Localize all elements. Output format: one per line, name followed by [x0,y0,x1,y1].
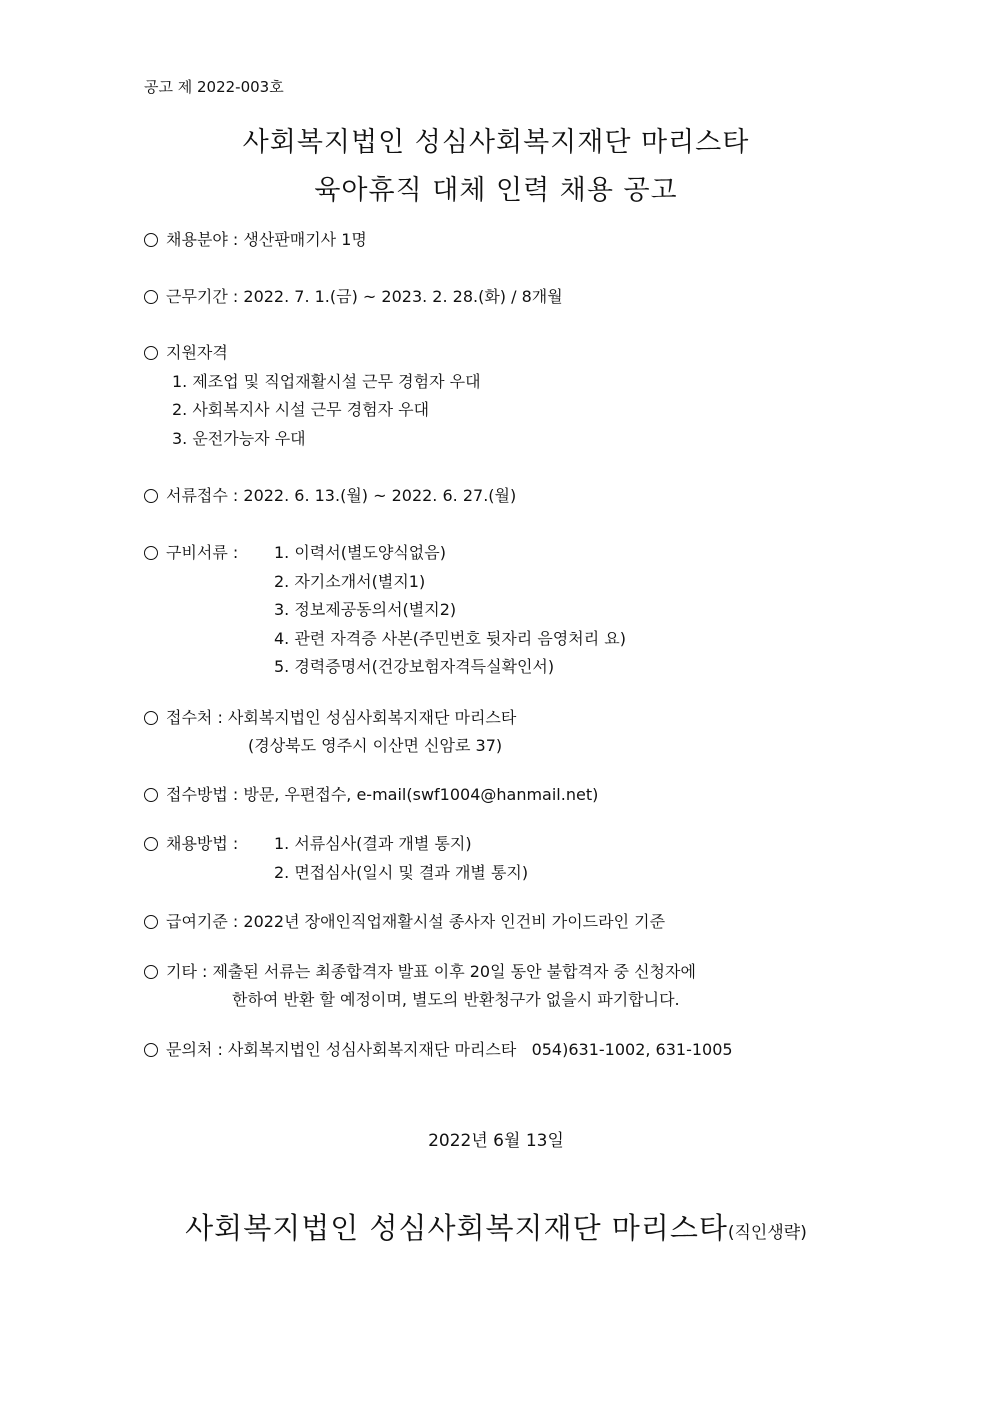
qualification-item: 3. 운전가능자 우대 [172,429,306,448]
method-row [144,782,598,805]
etc-row [144,959,696,982]
documents-label: 구비서류 : [166,543,239,562]
selection-item: 2. 면접심사(일시 및 결과 개별 통지) [274,863,529,882]
place-text: 접수처 : 사회복지법인 성심사회복지재단 마리스타 [166,708,517,727]
qualification-label: 지원자격 [166,343,228,362]
organization-name: 사회복지법인 성심사회복지재단 마리스타 [185,1211,728,1245]
documents-item: 2. 자기소개서(별지1) [274,572,426,591]
documents-item: 5. 경력증명서(건강보험자격득실확인서) [274,657,555,676]
selection-label: 채용방법 : [166,834,239,853]
circle-bullet-icon [144,788,158,802]
announcement-date: 2022년 6월 13일 [428,1131,564,1151]
circle-bullet-icon [144,965,158,979]
qualification-item: 2. 사회복지사 시설 근무 경험자 우대 [172,400,430,419]
documents-item: 4. 관련 자격증 사본(주민번호 뒷자리 음영처리 요) [274,629,626,648]
reception-period-row [144,483,516,506]
circle-bullet-icon [144,489,158,503]
circle-bullet-icon [144,915,158,929]
title-line-1: 사회복지법인 성심사회복지재단 마리스타 [242,127,750,158]
place-row [144,705,516,728]
field-row [144,227,367,250]
circle-bullet-icon [144,711,158,725]
circle-bullet-icon [144,1043,158,1057]
documents-item: 1. 이력서(별도양식없음) [274,543,446,562]
place-address: (경상북도 영주시 이산면 신암로 37) [248,736,503,755]
circle-bullet-icon [144,837,158,851]
salary-text: 급여기준 : 2022년 장애인직업재활시설 종사자 인건비 가이드라인 기준 [166,912,666,931]
period-text: 근무기간 : 2022. 7. 1.(금) ~ 2023. 2. 28.(화) / 8개월 [166,287,563,306]
circle-bullet-icon [144,233,158,247]
circle-bullet-icon [144,546,158,560]
contact-row [144,1037,733,1060]
title-line-2: 육아휴직 대체 인력 채용 공고 [314,175,678,206]
etc-text-continued: 한하여 반환 할 예정이며, 별도의 반환청구가 없을시 파기합니다. [232,990,680,1009]
method-text: 접수방법 : 방문, 우편접수, e-mail(swf1004@hanmail.net) [166,785,599,804]
field-text: 채용분야 : 생산판매기사 1명 [166,230,367,249]
salary-row [144,909,665,932]
reception-period-text: 서류접수 : 2022. 6. 13.(월) ~ 2022. 6. 27.(월) [166,486,517,505]
selection-item: 1. 서류심사(결과 개별 통지) [274,834,472,853]
circle-bullet-icon [144,290,158,304]
qualification-row [144,340,228,363]
documents-row [144,540,238,563]
document-number: 공고 제 2022-003호 [144,78,284,96]
organization-signature [0,1206,992,1247]
etc-text: 기타 : 제출된 서류는 최종합격자 발표 이후 20일 동안 불합격자 중 신청자에 [166,962,696,981]
circle-bullet-icon [144,346,158,360]
seal-note: (직인생략) [727,1223,807,1243]
documents-item: 3. 정보제공동의서(별지2) [274,600,457,619]
qualification-item: 1. 제조업 및 직업재활시설 근무 경험자 우대 [172,372,481,391]
selection-row [144,831,238,854]
contact-text: 문의처 : 사회복지법인 성심사회복지재단 마리스타 054)631-1002, 631-1005 [166,1040,733,1059]
period-row [144,284,563,307]
